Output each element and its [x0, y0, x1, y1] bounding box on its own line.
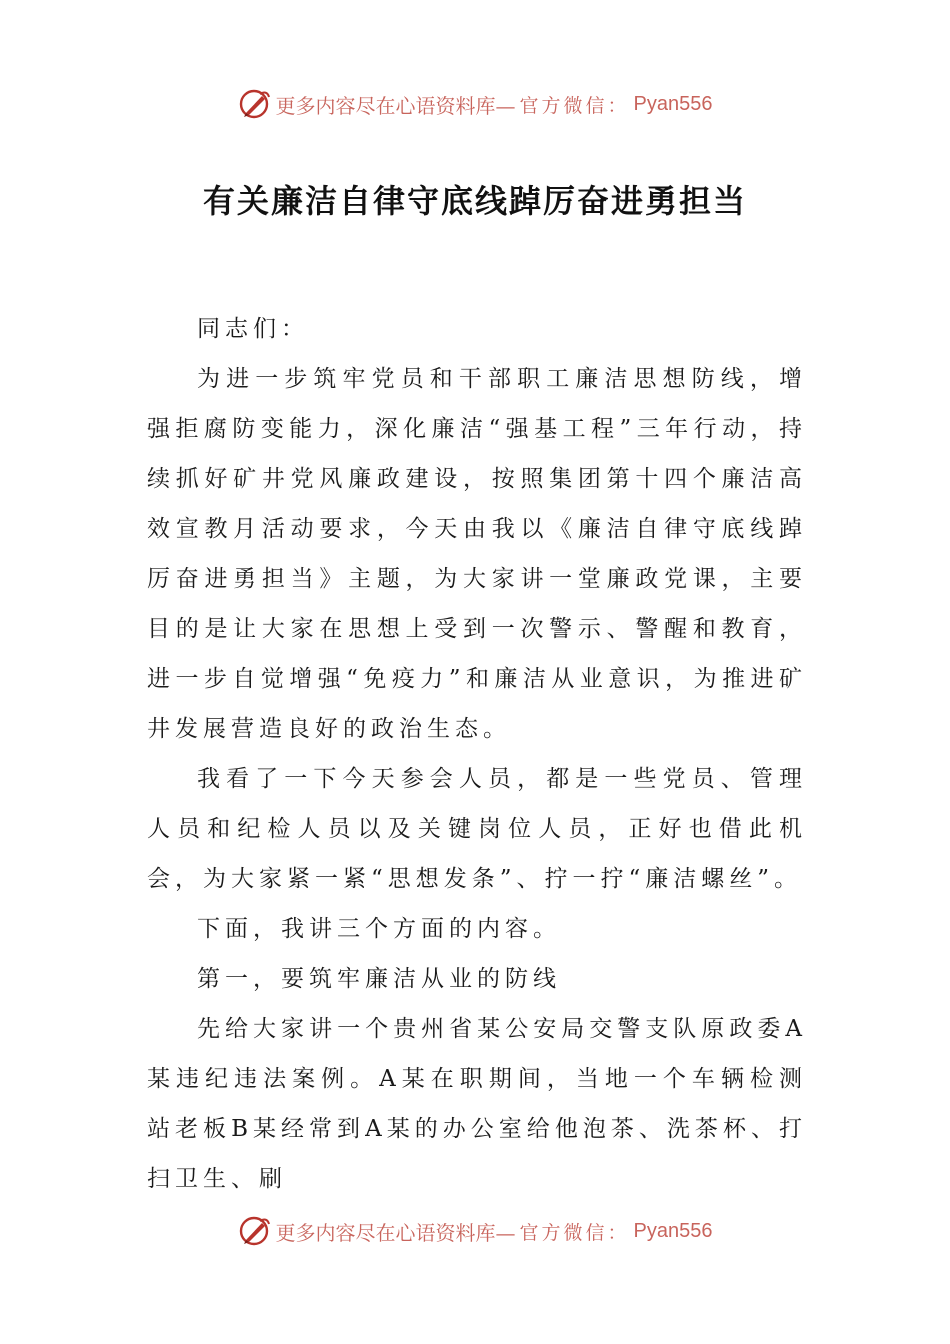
paragraph-attendees: 我看了一下今天参会人员，都是一些党员、管理人员和纪检人员以及关键岗位人员，正好也借此机会，为大家紧一紧“思想发条”、拧一拧“廉洁螺丝”。 [147, 766, 807, 892]
paragraph-salutation: 同志们： [197, 316, 309, 342]
document-body [147, 304, 807, 1204]
footer-banner [0, 1211, 950, 1251]
banner-wechat-id: Pyan556 [633, 1219, 713, 1242]
pen-logo-icon [238, 1214, 272, 1248]
paragraph-case: 先给大家讲一个贵州省某公安局交警支队原政委A某违纪违法案例。A某在职期间，当地一个车辆检测站老板B某经常到A某的办公室给他泡茶、洗茶杯、打扫卫生、刷 [147, 1016, 807, 1192]
header-banner [0, 84, 950, 124]
banner-tagline: 更多内容尽在心语资料库— [275, 93, 516, 118]
paragraph-intro: 为进一步筑牢党员和干部职工廉洁思想防线，增强拒腐防变能力，深化廉洁“强基工程”三年行动，持续抓好矿井党风廉政建设，按照集团第十四个廉洁高效宣教月活动要求，今天由我以《廉洁自律守底线踔厉奋进勇担当》主题，为大家讲一堂廉政党课，主要目的是让大家在思想上受到一次警示、警醒和教育，进一步自觉增强“免疫力”和廉洁从业意识，为推进矿井发展营造良好的政治生态。 [147, 366, 807, 742]
banner-wechat-label: 官方微信： [519, 1221, 630, 1244]
section-heading-first: 第一，要筑牢廉洁从业的防线 [197, 966, 561, 992]
pen-logo-icon [238, 87, 272, 121]
banner-wechat-id: Pyan556 [633, 92, 713, 115]
banner-wechat-label: 官方微信： [519, 94, 630, 117]
paragraph-outline: 下面，我讲三个方面的内容。 [197, 916, 561, 942]
document-title: 有关廉洁自律守底线踔厉奋进勇担当 [202, 182, 747, 220]
banner-tagline: 更多内容尽在心语资料库— [275, 1220, 516, 1245]
